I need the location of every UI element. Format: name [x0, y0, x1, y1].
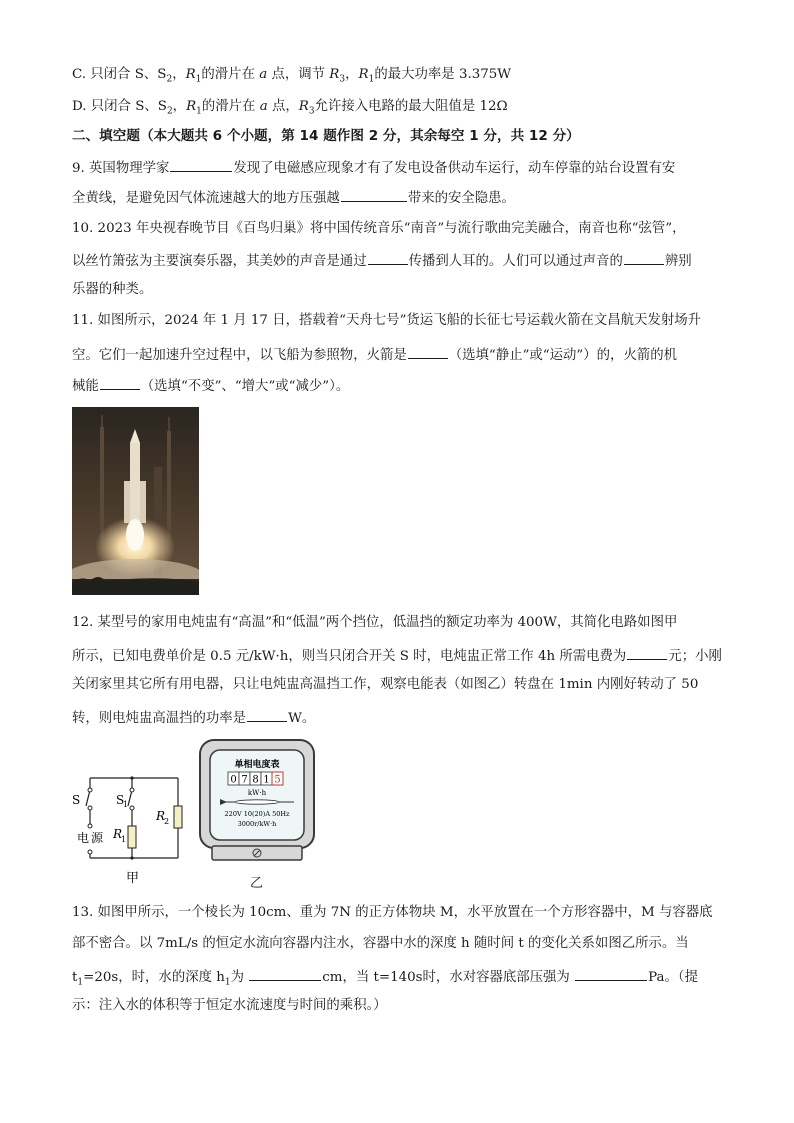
answer-blank[interactable]: [624, 250, 664, 265]
q10-line1: 10. 2023 年央视春晚节目《百鸟归巢》将中国传统音乐“南音”与流行歌曲完美融合，南音也称“弦管”，: [72, 221, 686, 236]
label-s1-sub: 1: [123, 800, 129, 809]
label-s: S: [72, 793, 81, 807]
meter-digits: [228, 772, 283, 786]
caption-jia: 甲: [126, 871, 140, 886]
q12-line2: 所示，已知电费单价是 0.5 元/kW·h，则当只闭合开关 S 时，电炖盅正常工作 4h 所需电费为 元；小刚: [72, 645, 722, 666]
label-r2: R: [156, 809, 166, 823]
section-heading: 二、填空题（本大题共 6 个小题，第 14 题作图 2 分，其余每空 1 分，共 12 分）: [72, 128, 580, 144]
q9-line1: 9. 英国物理学家 发现了电磁感应现象才有了发电设备供动车运行，动车停靠的站台设置有安: [72, 157, 675, 178]
resistor-r2: [174, 806, 182, 828]
label-source-1: 电: [77, 831, 90, 845]
q12-line4: 转，则电炖盅高温挡的功率是 W。: [72, 707, 315, 728]
meter-title: 单相电度表: [234, 760, 280, 770]
label-r2-sub: 2: [164, 817, 170, 826]
answer-blank[interactable]: [368, 250, 408, 265]
q11-line2: 空。它们一起加速升空过程中，以飞船为参照物，火箭是 （选填“静止”或“运动”）的，火箭的机: [72, 344, 677, 365]
answer-blank[interactable]: [170, 157, 232, 172]
meter-spec2: 3000r/kW·h: [237, 820, 277, 828]
answer-blank[interactable]: [247, 707, 287, 722]
q10-line2: 以丝竹箫弦为主要演奏乐器，其美妙的声音是通过 传播到人耳的。人们可以通过声音的 辨别: [72, 250, 692, 271]
meter-digit: 7: [241, 774, 248, 786]
rocket-launch-photo: [72, 407, 199, 595]
q13-line3: $t_1=20s$，时，水的深度 $h_1$为 cm，当 t=140s时，水对容器底部压强为 Pa。（提: [72, 966, 698, 992]
label-s1: S: [116, 793, 125, 807]
label-source-2: 源: [91, 831, 104, 845]
meter-spec1: 220V 10(20)A 50Hz: [224, 810, 290, 818]
answer-blank[interactable]: [408, 344, 448, 359]
answer-blank[interactable]: [575, 966, 647, 981]
label-r1: R: [113, 827, 123, 841]
q11-line1: 11. 如图所示，2024 年 1 月 17 日，搭载着“天舟七号”货运飞船的长征七号运载火箭在文昌航天发射场升: [72, 313, 702, 328]
meter-digit: 1: [263, 774, 270, 786]
answer-blank[interactable]: [341, 187, 407, 202]
answer-blank[interactable]: [100, 375, 140, 390]
option-c: C. 只闭合 S、$S_2$，$R_1$的滑片在 a 点，调节 $R_3$，$R_1$的最大功率是 3.375W: [72, 67, 512, 85]
meter-unit: kW·h: [247, 789, 267, 797]
q12-line3: 关闭家里其它所有用电器，只让电炖盅高温挡工作，观察电能表（如图乙）转盘在 1min 内刚好转动了 50: [72, 677, 699, 692]
answer-blank[interactable]: [249, 966, 321, 981]
q13-line4: 示：注入水的体积等于恒定水流速度与时间的乘积。）: [72, 998, 387, 1013]
answer-blank[interactable]: [627, 645, 667, 660]
label-r1-sub: 1: [121, 835, 127, 844]
caption-yi: 乙: [250, 876, 264, 891]
resistor-r1: [128, 826, 136, 848]
option-d: D. 只闭合 S、$S_2$，$R_1$的滑片在 a 点，$R_3$允许接入电路的最大阻值是 12Ω: [72, 99, 508, 117]
q13-line1: 13. 如图甲所示，一个棱长为 10cm、重为 7N 的正方体物块 M，水平放置在一个方形容器中，M 与容器底: [72, 905, 713, 920]
q11-line3: 械能 （选填“不变”、“增大”或“减少”）。: [72, 375, 349, 396]
q13-line2: 部不密合。以 7mL/s 的恒定水流向容器内注水，容器中水的深度 h 随时间 t 的变化关系如图乙所示。当: [72, 936, 689, 951]
q10-line3: 乐器的种类。: [72, 282, 153, 297]
electricity-meter: [196, 738, 318, 870]
meter-digit: 0: [230, 774, 237, 786]
meter-digit: 5: [274, 774, 281, 786]
meter-digit: 8: [252, 774, 259, 786]
q9-line2: 全黄线，是避免因气体流速越大的地方压强越 带来的安全隐患。: [72, 187, 515, 208]
circuit-diagram: [66, 772, 191, 892]
q12-line1: 12. 某型号的家用电炖盅有“高温”和“低温”两个挡位，低温挡的额定功率为 400W，其简化电路如图甲: [72, 615, 678, 630]
